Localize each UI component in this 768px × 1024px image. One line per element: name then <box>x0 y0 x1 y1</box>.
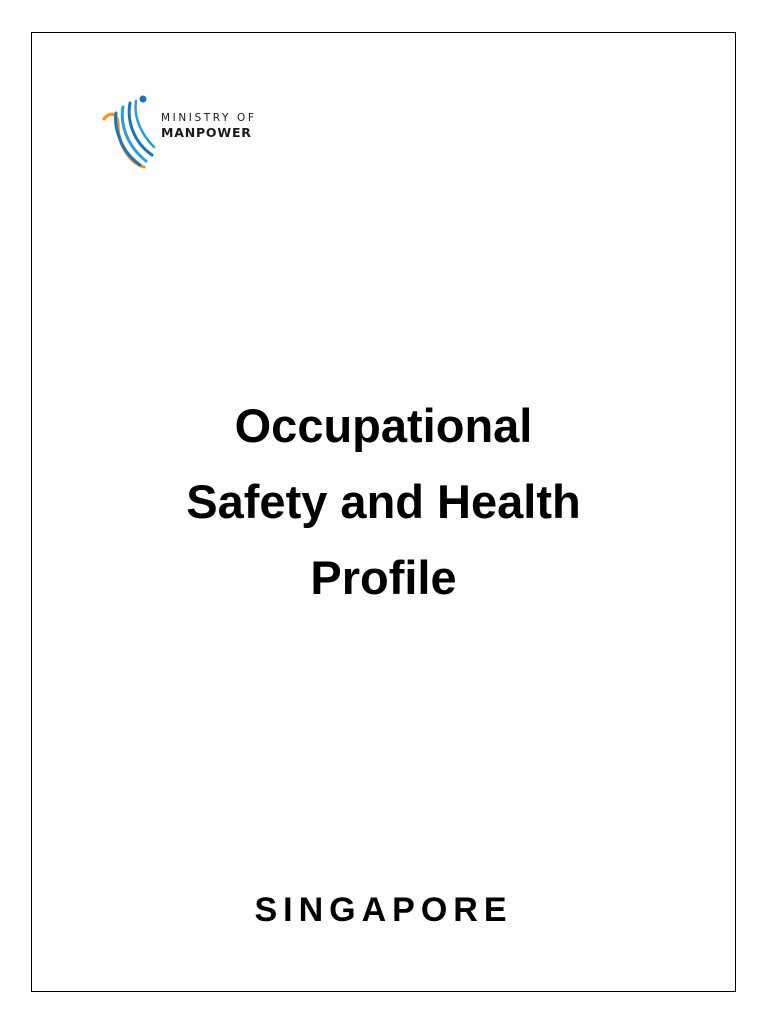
document-title <box>31 388 736 616</box>
title-line1: Occupational <box>234 399 533 452</box>
country-label: SINGAPORE <box>254 891 513 929</box>
logo-text-line1: MINISTRY OF <box>161 112 257 124</box>
title-line2: Safety and Health <box>186 475 581 528</box>
title-line3: Profile <box>310 551 457 604</box>
ministry-logo <box>100 93 270 173</box>
ministry-logo-text <box>161 113 256 139</box>
ministry-logo-icon <box>100 93 160 173</box>
logo-text-line2: MANPOWER <box>161 124 252 140</box>
